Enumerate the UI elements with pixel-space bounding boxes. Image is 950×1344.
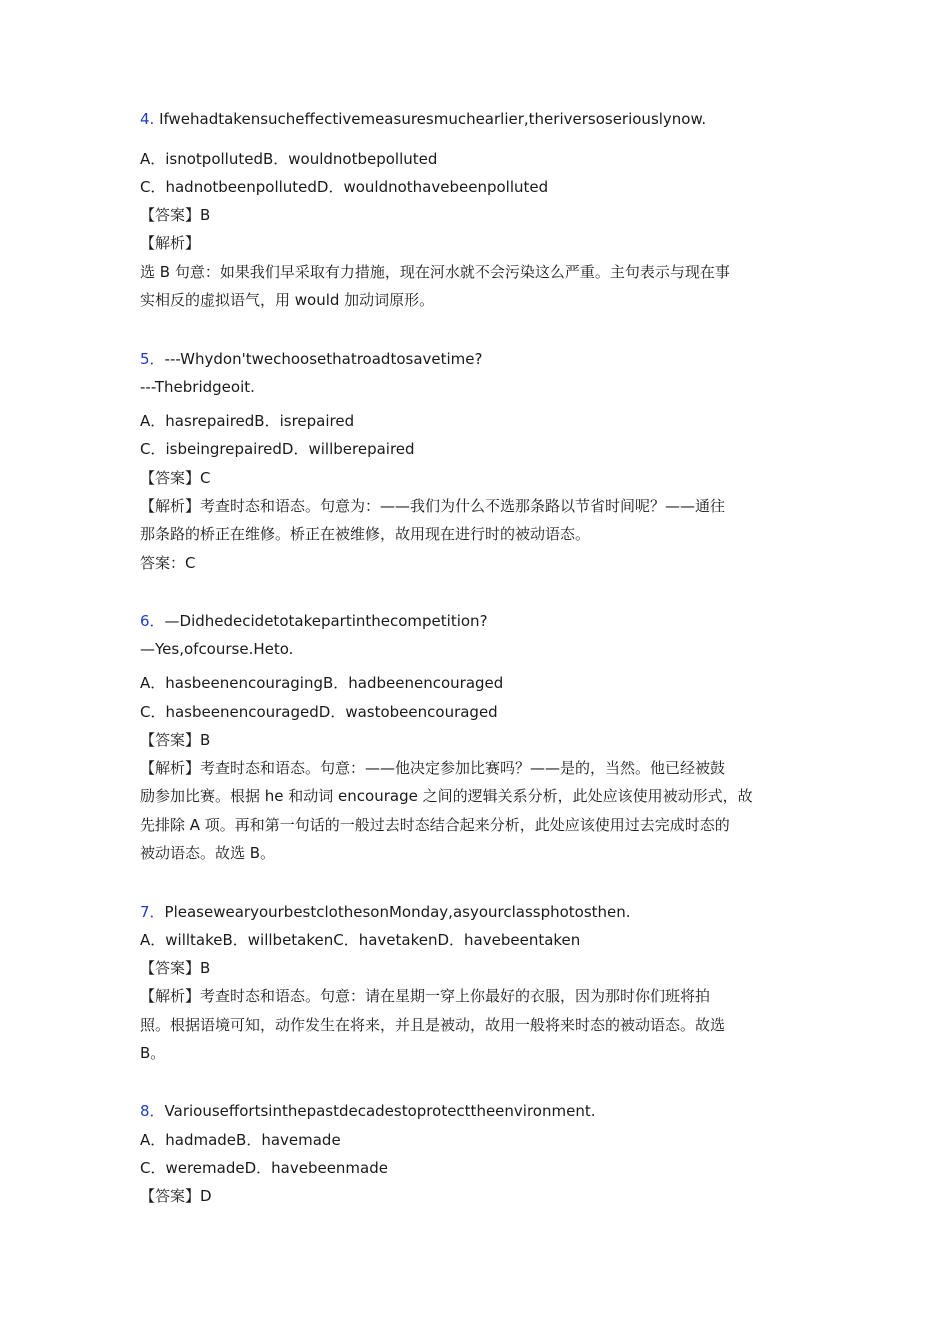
question-6-option-line: C．hasbeenencouragedD．wastobeencouraged xyxy=(140,703,498,721)
question-7-stem xyxy=(140,898,820,926)
question-number: 8． xyxy=(140,1102,165,1120)
question-text: Ifwehadtakensucheffectivemeasuresmuchearlier,theriversoseriouslynow. xyxy=(154,110,707,128)
question-5-stem xyxy=(140,345,820,373)
question-4-analysis-line: 实相反的虚拟语气，用 would 加动词原形。 xyxy=(140,291,435,309)
question-7-answer: 【答案】B xyxy=(140,959,211,977)
question-4-analysis-label: 【解析】 xyxy=(140,234,201,252)
question-text: PleasewearyourbestclothesonMonday,asyourclassphotosthen. xyxy=(164,903,631,921)
question-4-stem xyxy=(140,105,820,133)
question-6-stem xyxy=(140,607,820,635)
question-7-option-line: A．willtakeB．willbetakenC．havetakenD．havebeentaken xyxy=(140,931,581,949)
question-6-analysis-line: 被动语态。故选 B。 xyxy=(140,844,276,862)
question-6-option-line: A．hasbeenencouragingB．hadbeenencouraged xyxy=(140,674,504,692)
question-7-analysis-line: 【解析】考查时态和语态。句意：请在星期一穿上你最好的衣服，因为那时你们班将拍 xyxy=(140,987,711,1005)
question-4-option-line: C．hadnotbeenpollutedD．wouldnothavebeenpolluted xyxy=(140,178,549,196)
question-6-answer: 【答案】B xyxy=(140,731,211,749)
question-5-analysis-line: 那条路的桥正在维修。桥正在被维修，故用现在进行时的被动语态。 xyxy=(140,525,591,543)
question-4-analysis-line: 选 B 句意：如果我们早采取有力措施，现在河水就不会污染这么严重。主句表示与现在事 xyxy=(140,263,730,281)
question-text: ---Whydon'twechoosethatroadtosavetime? xyxy=(164,350,483,368)
question-5-option-line: A．hasrepairedB．isrepaired xyxy=(140,412,355,430)
question-8-answer: 【答案】D xyxy=(140,1187,212,1205)
question-5-answer: 【答案】C xyxy=(140,469,211,487)
question-5-stem-2: ---Thebridgeoit. xyxy=(140,378,255,396)
question-8-option-line: C．weremadeD．havebeenmade xyxy=(140,1159,388,1177)
question-5-option-line: C．isbeingrepairedD．willberepaired xyxy=(140,440,415,458)
question-number: 7． xyxy=(140,903,165,921)
question-6-stem-2: —Yes,ofcourse.Heto. xyxy=(140,640,294,658)
question-5-answer-2: 答案：C xyxy=(140,554,196,572)
question-number: 6． xyxy=(140,612,165,630)
question-6-analysis-line: 【解析】考查时态和语态。句意：——他决定参加比赛吗？——是的，当然。他已经被鼓 xyxy=(140,759,726,777)
question-8-stem xyxy=(140,1097,820,1125)
question-text: Variouseffortsinthepastdecadestoprotecttheenvironment. xyxy=(164,1102,596,1120)
question-6-analysis-line: 先排除 A 项。再和第一句话的一般过去时态结合起来分析，此处应该使用过去完成时态的 xyxy=(140,816,730,834)
question-4-answer: 【答案】B xyxy=(140,206,211,224)
question-6-analysis-line: 励参加比赛。根据 he 和动词 encourage 之间的逻辑关系分析，此处应该使用被动形式，故 xyxy=(140,787,753,805)
question-number: 5． xyxy=(140,350,165,368)
question-4-option-line: A．isnotpollutedB．wouldnotbepolluted xyxy=(140,150,438,168)
question-number: 4. xyxy=(140,110,155,128)
question-text: —Didhedecidetotakepartinthecompetition? xyxy=(164,612,488,630)
question-7-analysis-line: 照。根据语境可知，动作发生在将来，并且是被动，故用一般将来时态的被动语态。故选 xyxy=(140,1016,726,1034)
question-7-analysis-line: B。 xyxy=(140,1044,166,1062)
question-5-analysis-line: 【解析】考查时态和语态。句意为：——我们为什么不选那条路以节省时间呢？——通往 xyxy=(140,497,726,515)
question-8-option-line: A．hadmadeB．havemade xyxy=(140,1131,341,1149)
